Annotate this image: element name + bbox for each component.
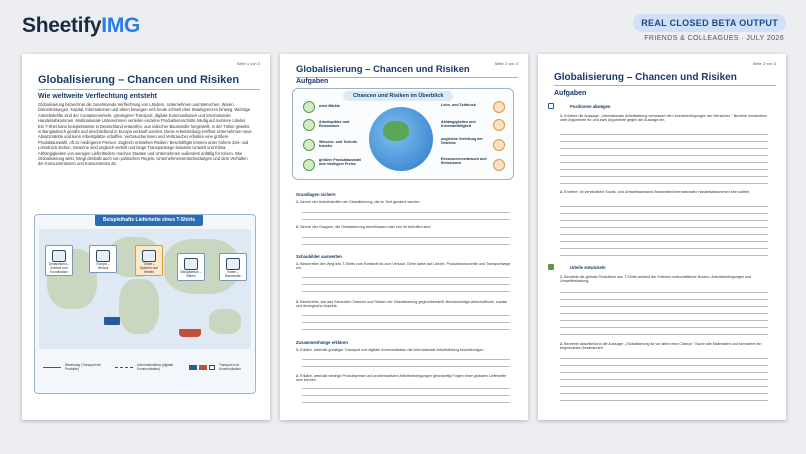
node-turkey: Türkei – Spinnen und Weben (135, 245, 163, 276)
lightbulb-icon (303, 139, 315, 151)
answer-line[interactable] (560, 386, 768, 387)
chance-item: Wissens- und Techniktransfer (319, 140, 358, 149)
answer-line[interactable] (302, 212, 510, 213)
legend-transport: Transport und Kommunikation (219, 363, 241, 371)
scale-icon (493, 139, 505, 151)
page-number: Seite 2 von 3 (494, 61, 518, 66)
computer-icon (52, 250, 66, 262)
task-9: 1. Beurteile die globale Produktion des T-Shirts anhand der Kriterien wirtschaftlicher Nutzen, Arbeitsbedingungen und Umweltbelastung. (560, 275, 752, 284)
page-number: Seite 1 von 3 (236, 61, 260, 66)
answer-line[interactable] (560, 334, 768, 335)
task-10: 2. Beurteile abschließend die Aussage: „Globalisierung ist vor allem eine Chance." Nutze alle Materialien und formuliere ein begründetes Gesamturteil. (560, 342, 762, 351)
answer-line[interactable] (560, 234, 768, 235)
workers-icon (303, 119, 315, 131)
clock-icon (493, 101, 505, 113)
figure-legend (41, 359, 251, 389)
answer-line[interactable] (560, 365, 768, 366)
risk-item: Lohn- und Zeitdruck (441, 103, 476, 107)
answer-line[interactable] (560, 372, 768, 373)
cotton-icon (226, 258, 240, 270)
chance-item: größere Produktauswahl und niedrigere Preise (319, 158, 362, 167)
logo-accent: IMG (101, 14, 141, 37)
answer-line[interactable] (302, 388, 510, 389)
yarn-icon (142, 250, 156, 262)
answer-line[interactable] (560, 169, 768, 170)
answer-line[interactable] (302, 315, 510, 316)
task-1: 1. Nenne vier Antriebskräfte der Globalisierung, die im Text genannt werden. (296, 200, 421, 204)
answer-line[interactable] (560, 379, 768, 380)
figure-title: Beispielhafte Lieferkette eines T-Shirts (95, 214, 203, 226)
answer-line[interactable] (560, 206, 768, 207)
globe-icon (369, 107, 433, 171)
risk-item: Abhängigkeiten und Krisenanfälligkeit (441, 120, 476, 129)
factory-icon (493, 159, 505, 171)
answer-line[interactable] (560, 213, 768, 214)
answer-line[interactable] (560, 183, 768, 184)
task-group-heading: Positionen abwägen (570, 104, 611, 109)
node-india: Indien – Baumwolle (219, 253, 247, 281)
continent-africa (119, 279, 159, 334)
answer-line[interactable] (560, 241, 768, 242)
title-divider (38, 89, 260, 90)
section-heading: Wie weltweite Verflechtung entsteht (38, 93, 157, 100)
page-title: Globalisierung – Chancen und Risiken (554, 72, 737, 83)
answer-line[interactable] (560, 148, 768, 149)
answer-line[interactable] (560, 292, 768, 293)
answer-line[interactable] (560, 306, 768, 307)
gavel-icon (548, 264, 554, 270)
answer-line[interactable] (560, 327, 768, 328)
node-bangladesh: Bangladesch – Nähen (177, 253, 205, 281)
chance-item: Arbeitsplätze und Einkommen (319, 120, 350, 129)
page-title: Globalisierung – Chancen und Risiken (296, 64, 470, 75)
answer-line[interactable] (560, 162, 768, 163)
task-6: 2. Erkläre, weshalb niedrige Produktpreise und problematische Arbeitsbedingungen gleichzeitig Folgen einer globalen Lieferkette sein können. (296, 374, 507, 383)
answer-line[interactable] (302, 244, 510, 245)
beta-badge: REAL CLOSED BETA OUTPUT (633, 14, 786, 32)
legend-flow: Warenweg (Transport der Produkte) (65, 363, 102, 371)
shop-icon (96, 250, 110, 262)
body-text: Globalisierung bezeichnet die zunehmende Verflechtung von Ländern, Unternehmen und Menschen. Waren, Dienstleistungen, Kapital, Informationen und Ideen bewegen sich heute schnell über Staatsgrenzen hinweg. Wichtige Antriebskräfte sind der Containerverkehr, günstigerer Transport, digitale Kommunikation und internationale Handelsabkommen. Multinationale Unternehmen verteilen einzelne Produktionsschritte häufig auf mehrere Länder. Ein T-Shirt kann beispielsweise in Deutschland entworfen, aus indischer Baumwolle hergestellt, in der Türkei gewebt, in Bangladesch genäht und anschließend in Europa verkauft werden. Diese Arbeitsteilung eröffnet Unternehmen neue Absatzmärkte und kann Arbeitsplätze schaffen. Verbraucherinnen und Verbraucher erhalten eine größere Produktauswahl, oft zu niedrigeren Preisen. Zugleich entstehen Risiken: Beschäftigte können unter hohem Zeit- und Lohndruck stehen, Gewinne sind ungleich verteilt und lange Transportwege belasten Umwelt und Klima. Abhängigkeiten von wenigen Lieferländern machen Staaten und Unternehmen außerdem anfällig für Krisen. Wie Globalisierung wirkt, hängt deshalb auch von politischen Regeln, Unternehmensentscheidungen und dem Verhalten der Konsumentinnen und Konsumenten ab. (38, 102, 252, 167)
legend-info: Informationsfluss (digitale Kommunikation) (137, 363, 174, 371)
brand-logo (22, 14, 140, 38)
risk-item: Ressourcenverbrauch und Emissionen (441, 157, 487, 166)
answer-line[interactable] (560, 248, 768, 249)
answer-line[interactable] (302, 402, 510, 403)
answer-line[interactable] (302, 322, 510, 323)
answer-line[interactable] (302, 219, 510, 220)
answer-line[interactable] (302, 395, 510, 396)
answer-line[interactable] (302, 291, 510, 292)
overview-title: Chancen und Risiken im Überblick (343, 91, 453, 101)
worksheet-page-1 (22, 54, 270, 420)
world-map (39, 229, 251, 349)
sewing-machine-icon (184, 258, 198, 270)
phone-legend-icon (209, 365, 215, 370)
answer-line[interactable] (560, 299, 768, 300)
answer-line[interactable] (302, 359, 510, 360)
task-2: 2. Nenne vier Gruppen, die Globalisierung beeinflussen oder von ihr betroffen sind. (296, 225, 432, 229)
page-title: Globalisierung – Chancen und Risiken (38, 74, 240, 86)
truck-icon (104, 317, 120, 325)
task-group-heading: Urteile entwickeln (570, 265, 606, 270)
task-4: 2. Beschreibe, wie das Schaubild Chancen und Risiken der Globalisierung gegenüberstellt. Berücksichtige wirtschaftliche, soziale und ökologische Aspekte. (296, 300, 508, 309)
truck-legend-icon (189, 365, 197, 370)
answer-line[interactable] (302, 366, 510, 367)
answer-line[interactable] (560, 155, 768, 156)
supply-chain-figure (34, 214, 256, 394)
ship-icon (179, 329, 201, 337)
section-heading: Aufgaben (554, 90, 587, 97)
answer-line[interactable] (560, 255, 768, 256)
worksheet-page-2 (280, 54, 528, 420)
answer-line[interactable] (560, 313, 768, 314)
task-group-heading: Grundlagen sichern (296, 192, 336, 197)
page-number: Seite 3 von 3 (752, 61, 776, 66)
task-7: 1. Erörtere die Aussage: „Internationale Arbeitsteilung verbessert die Lebensbedingungen der Menschen." Beziehe mindestens zwei Argumente für und zwei Argumente gegen die Aussage ein. (560, 114, 767, 123)
worksheet-page-3 (538, 54, 786, 420)
chain-icon (493, 119, 505, 131)
answer-line[interactable] (560, 227, 768, 228)
overview-figure (292, 88, 514, 180)
task-3: 1. Beschreibe den Weg des T-Shirts vom Rohstoff bis zum Verkauf. Gehe dabei auf Länder, Produktionsschritte und Transportwege ein. (296, 262, 511, 271)
scale-icon (548, 103, 554, 109)
answer-line[interactable] (560, 393, 768, 394)
answer-line[interactable] (560, 320, 768, 321)
answer-line[interactable] (560, 220, 768, 221)
task-group-heading: Zusammenhänge erklären (296, 340, 348, 345)
answer-line[interactable] (302, 237, 510, 238)
task-5: 1. Erkläre, weshalb günstiger Transport und digitale Kommunikation die internationale Arbeitsteilung beschleunigen. (296, 348, 485, 352)
ship-legend-icon (199, 365, 207, 370)
answer-line[interactable] (560, 141, 768, 142)
answer-line[interactable] (560, 134, 768, 135)
node-europe: Europa – Verkauf (89, 245, 117, 273)
arrow-dashed-icon (115, 367, 133, 368)
header-subline: FRIENDS & COLLEAGUES · JULY 2026 (644, 35, 784, 42)
market-icon (303, 101, 315, 113)
arrow-solid-icon (43, 367, 61, 368)
section-heading: Aufgaben (296, 78, 329, 85)
answer-line[interactable] (302, 277, 510, 278)
title-divider (296, 77, 518, 78)
task-group-heading: Schaubilder auswerten (296, 254, 342, 259)
answer-line[interactable] (560, 400, 768, 401)
continent-australia (209, 309, 241, 334)
cart-icon (303, 159, 315, 171)
answer-line[interactable] (302, 329, 510, 330)
task-8: 2. Erörtere, ob verbindliche Sozial- und Umweltstandards Bestandteil internationaler Handelsabkommen sein sollten. (560, 190, 751, 194)
node-germany: Deutschland – Entwurf und Koordination (45, 245, 73, 276)
logo-main: Sheetify (22, 14, 102, 37)
answer-line[interactable] (560, 358, 768, 359)
answer-line[interactable] (302, 284, 510, 285)
answer-line[interactable] (560, 176, 768, 177)
risk-item: ungleiche Verteilung der Gewinne (441, 137, 483, 146)
title-divider (554, 85, 776, 86)
chance-item: neue Märkte (319, 104, 340, 108)
